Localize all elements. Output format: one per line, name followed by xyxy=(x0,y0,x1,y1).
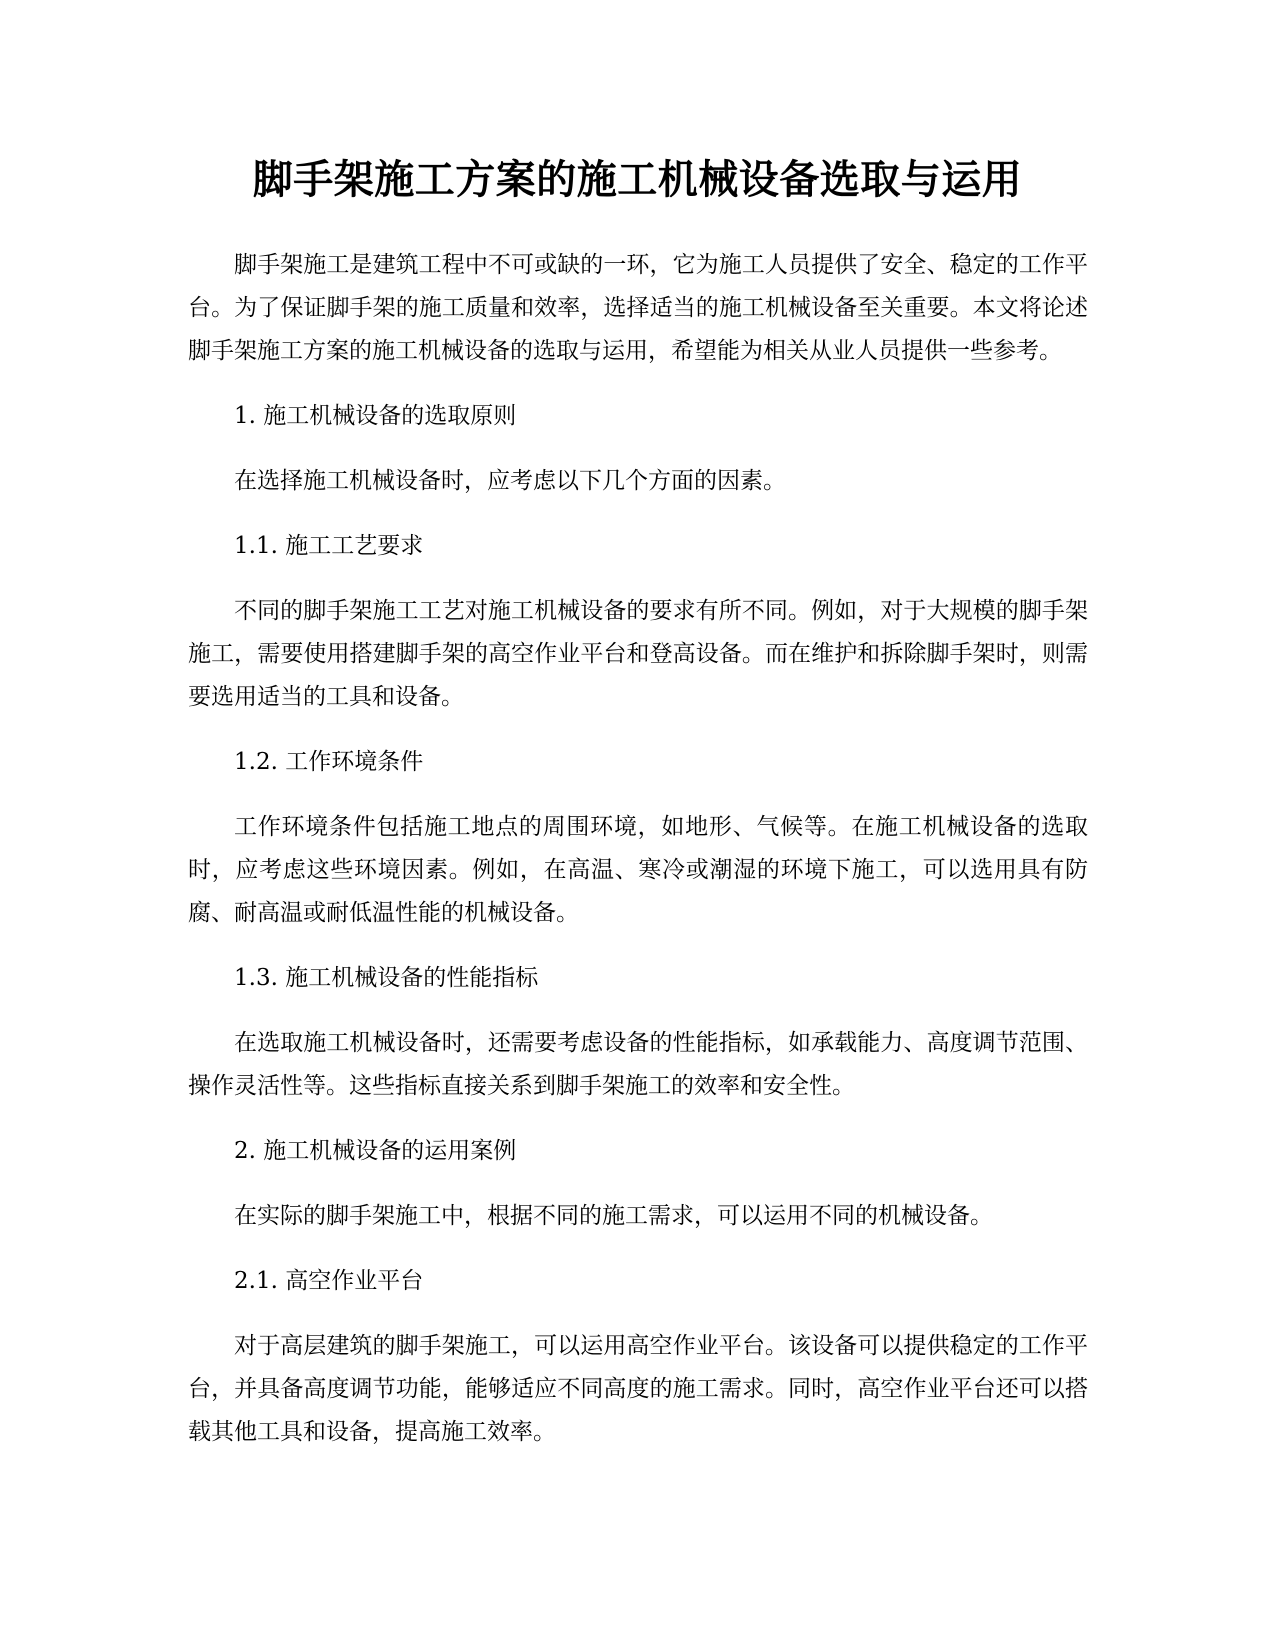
document-body xyxy=(188,244,1088,1476)
section-heading-1-3: 1.3. 施工机械设备的性能指标 xyxy=(234,965,539,991)
intro-paragraph: 脚手架施工是建筑工程中不可或缺的一环，它为施工人员提供了安全、稳定的工作平台。为了保证脚手架的施工质量和效率，选择适当的施工机械设备至关重要。本文将论述脚手架施工方案的施工机械设备的选取与运用，希望能为相关从业人员提供一些参考。 xyxy=(188,252,1088,364)
section-1-1-paragraph: 不同的脚手架施工工艺对施工机械设备的要求有所不同。例如，对于大规模的脚手架施工，需要使用搭建脚手架的高空作业平台和登高设备。而在维护和拆除脚手架时，则需要选用适当的工具和设备。 xyxy=(188,598,1088,710)
document-title: 脚手架施工方案的施工机械设备选取与运用 xyxy=(252,157,1023,203)
section-2-1-paragraph: 对于高层建筑的脚手架施工，可以运用高空作业平台。该设备可以提供稳定的工作平台，并具备高度调节功能，能够适应不同高度的施工需求。同时，高空作业平台还可以搭载其他工具和设备，提高施工效率。 xyxy=(188,1333,1088,1445)
section-heading-2: 2. 施工机械设备的运用案例 xyxy=(234,1138,517,1164)
section-1-3-paragraph: 在选取施工机械设备时，还需要考虑设备的性能指标，如承载能力、高度调节范围、操作灵活性等。这些指标直接关系到脚手架施工的效率和安全性。 xyxy=(188,1030,1088,1099)
section-heading-1: 1. 施工机械设备的选取原则 xyxy=(234,403,517,429)
section-heading-1-1: 1.1. 施工工艺要求 xyxy=(234,533,424,559)
section-1-2-paragraph: 工作环境条件包括施工地点的周围环境，如地形、气候等。在施工机械设备的选取时，应考虑这些环境因素。例如，在高温、寒冷或潮湿的环境下施工，可以选用具有防腐、耐高温或耐低温性能的机械设备。 xyxy=(188,814,1088,926)
section-heading-1-2: 1.2. 工作环境条件 xyxy=(234,749,424,775)
section-1-paragraph: 在选择施工机械设备时，应考虑以下几个方面的因素。 xyxy=(234,468,786,494)
section-heading-2-1: 2.1. 高空作业平台 xyxy=(234,1268,424,1294)
section-2-paragraph: 在实际的脚手架施工中，根据不同的施工需求，可以运用不同的机械设备。 xyxy=(234,1203,993,1229)
